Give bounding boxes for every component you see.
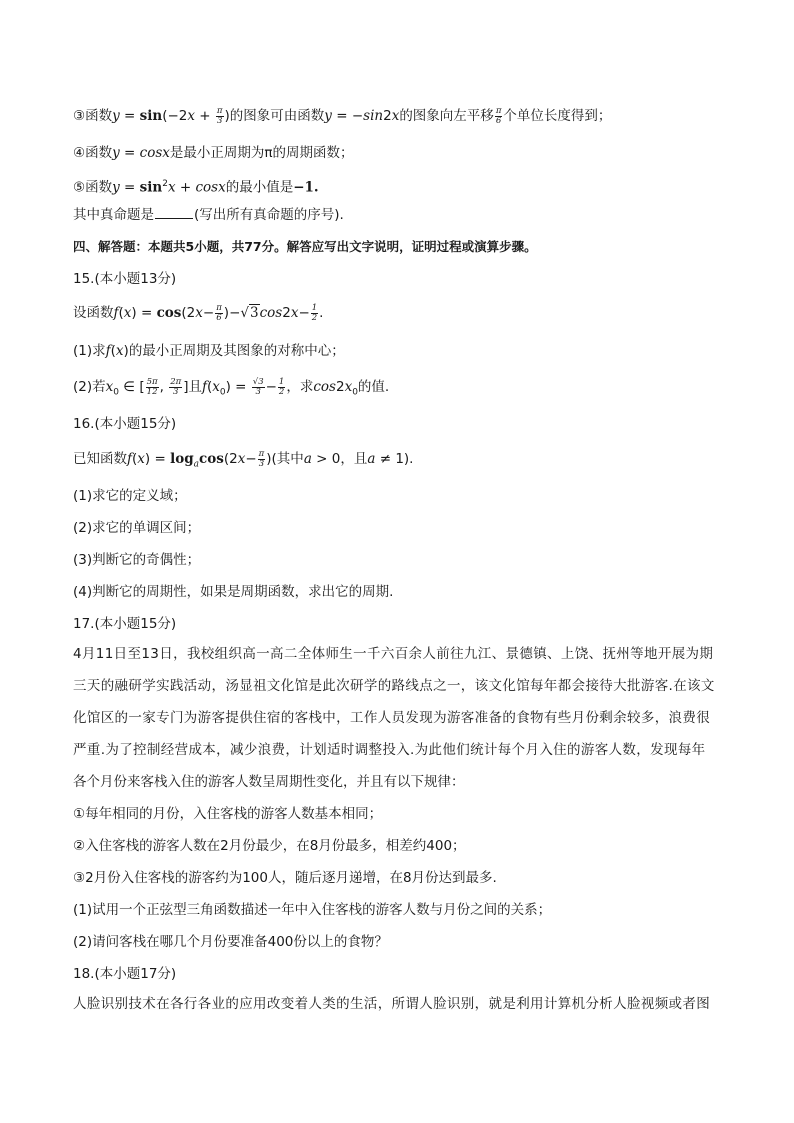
- proposition-5: ⑤函数$y = \sin^2x + \cos x$的最小值是−1.: [73, 179, 319, 196]
- q15-part2: (2)若$x_0$ ∈ [ $\frac{5\pi}{12}$ , $\frac{2\pi}{3}$ ]且$f(x_0)$ = $\frac{√3}{3}$ − $\frac{1}{2}$ ，求$\cos 2x_0$的值.: [73, 376, 390, 398]
- q17-title: 17.(本小题15分): [73, 616, 177, 632]
- q17-para-line: 各个月份来客栈入住的游客人数呈周期性变化，并且有以下规律：: [73, 774, 465, 790]
- q16-part4: (4)判断它的周期性，如果是周期函数，求出它的周期.: [73, 584, 394, 600]
- proposition-3: ③函数y = sin(−2x + $\frac{\pi}{3}$ )的图象可由函数y = −sin2x的图象向左平移 $\frac{\pi}{6}$ 个单位长度得到；: [73, 105, 612, 126]
- q17-part1: (1)试用一个正弦型三角函数描述一年中入住客栈的游客人数与月份之间的关系；: [73, 902, 552, 918]
- section-heading: 四、解答题：本题共5小题，共77分。解答应写出文字说明，证明过程或演算步骤。: [73, 239, 537, 254]
- q17-rule3: ③2月份入住客栈的游客约为100人，随后逐月递增，在8月份达到最多.: [73, 870, 497, 886]
- q17-para-line: 化馆区的一家专门为游客提供住宿的客栈中，工作人员发现为游客准备的食物有些月份剩余较多，浪费很: [73, 710, 711, 726]
- q15-part1: (1)求f(x)的最小正周期及其图象的对称中心；: [73, 343, 345, 359]
- q17-para-line: 4月11日至13日，我校组织高一高二全体师生一千六百余人前往九江、景德镇、上饶、抚州等地开展为期: [73, 646, 714, 662]
- proposition-4: ④函数y = cosx是最小正周期为π的周期函数；: [73, 145, 354, 161]
- q16-part3: (3)判断它的奇偶性；: [73, 552, 201, 568]
- q16-title: 16.(本小题15分): [73, 416, 177, 432]
- answer-blank: [155, 205, 193, 219]
- q18-title: 18.(本小题17分): [73, 966, 177, 982]
- q17-rule1: ①每年相同的月份，入住客栈的游客人数基本相同；: [73, 806, 383, 822]
- fill-in-prompt: 其中真命题是 (写出所有真命题的序号).: [73, 207, 344, 223]
- q16-part1: (1)求它的定义域；: [73, 488, 187, 504]
- q17-rule2: ②入住客栈的游客人数在2月份最少，在8月份最多，相差约400；: [73, 838, 466, 854]
- q17-para-line: 严重.为了控制经营成本，减少浪费，计划适时调整投入.为此他们统计每个月入住的游客人数，发现每年: [73, 742, 706, 758]
- q16-part2: (2)求它的单调区间；: [73, 520, 201, 536]
- q18-text: 人脸识别技术在各行各业的应用改变着人类的生活，所谓人脸识别，就是利用计算机分析人脸视频或者图: [73, 996, 711, 1012]
- q17-para-line: 三天的融研学实践活动，汤显祖文化馆是此次研学的路线点之一，该文化馆每年都会接待大批游客.在该文: [73, 678, 715, 694]
- q16-definition: 已知函数$f(x) = \log_a\cos(2x-$ $\frac{\pi}{3}$ )(其中a > 0，且a ≠ 1).: [73, 448, 414, 470]
- q17-part2: (2)请问客栈在哪几个月份要准备400份以上的食物？: [73, 934, 388, 950]
- q15-title: 15.(本小题13分): [73, 271, 177, 287]
- q15-definition: 设函数f(x) = cos(2x− $\frac{\pi}{6}$ )−√3cos2x− $\frac{1}{2}$ .: [73, 302, 324, 323]
